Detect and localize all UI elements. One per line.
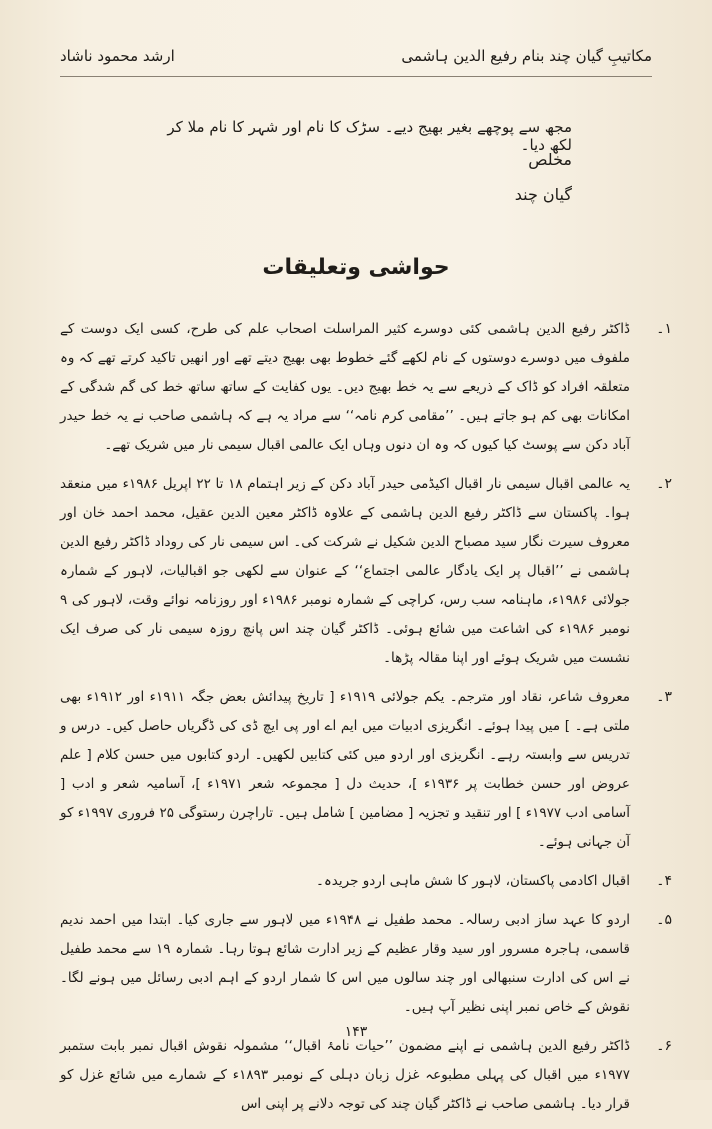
letter-closing-line: مجھ سے پوچھے بغیر بھیج دیے۔ سڑک کا نام اور شہر کا نام ملا کر لکھ دیا۔ — [167, 118, 572, 154]
header-title: مکاتیبِ گیان چند بنام رفیع الدین ہاشمی — [401, 47, 652, 65]
note-text: ڈاکٹر رفیع الدین ہاشمی کئی دوسرے کثیر المراسلت اصحاب علم کی طرح، کسی ایک دوست کے ملفوف میں دوسرے دوستوں کے نام لکھے گئے خطوط بھی بھیج دیتے تھے اور انھیں تاکید کرتے تھے کہ وہ متعلقہ افراد کو ڈاک کے ذریعے سے یہ خط بھیج دیں۔ یوں کفایت کے ساتھ ساتھ خط کی گم شدگی کے امکانات بھی کم ہو جاتے ہیں۔ ’’مقامی کرم نامہ‘‘ سے مراد یہ ہے کہ ہاشمی صاحب نے یہ خط حیدر آباد دکن سے پوسٹ کیا کیوں کہ وہ ان دنوں وہاں ایک عالمی اقبال سیمی نار میں شریک تھے۔ — [60, 321, 630, 453]
page-number: ۱۴۳ — [344, 1024, 368, 1040]
section-title: حواشی وتعلیقات — [262, 255, 450, 280]
note-item — [60, 470, 672, 673]
note-text: اقبال اکادمی پاکستان، لاہور کا شش ماہی اردو جریدہ۔ — [315, 873, 630, 889]
note-item — [60, 683, 672, 857]
note-item — [60, 1032, 672, 1119]
note-item — [60, 906, 672, 1022]
note-number: ۳۔ — [656, 689, 672, 705]
running-header — [60, 36, 652, 77]
notes-list — [60, 315, 672, 1129]
note-text: معروف شاعر، نقاد اور مترجم۔ یکم جولائی ۱۹۱۹ء [ تاریخ پیدائش بعض جگہ ۱۹۱۱ء اور ۱۹۱۲ء بھی ملتی ہے۔ ] میں پیدا ہوئے۔ انگریزی ادبیات میں ایم اے اور پی ایچ ڈی کی ڈگریاں حاصل کیں۔ درس و تدریس سے وابستہ رہے۔ انگریزی اور اردو میں کئی کتابیں لکھیں۔ اردو کتابوں میں حسن کلام [ علم عروض اور حسن خطابت پر ۱۹۳۶ء ]، حدیث دل [ مجموعہ شعر ۱۹۷۱ء ]، آسامیہ شعر و ادب [ آسامی ادب ۱۹۷۷ء ] اور تنقید و تجزیہ [ مضامین ] شامل ہیں۔ تاراچرن رستوگی ۲۵ فروری ۱۹۹۷ء کو آن جہانی ہوئے۔ — [60, 689, 630, 850]
note-number: ۶۔ — [656, 1038, 672, 1054]
note-item — [60, 867, 672, 896]
note-number: ۵۔ — [656, 912, 672, 928]
letter-closing: مخلص — [528, 150, 572, 169]
note-item — [60, 315, 672, 460]
note-text: اردو کا عہد ساز ادبی رسالہ۔ محمد طفیل نے ۱۹۴۸ء میں لاہور سے جاری کیا۔ ابتدا میں احمد ندیم قاسمی، ہاجرہ مسرور اور سید وقار عظیم کے زیر ادارت شائع ہوتا رہا۔ شمارہ ۱۹ سے محمد طفیل نے اس کی ادارت سنبھالی اور چند سالوں میں اس کا شمار اردو کے اہم ادبی رسائل میں ہونے لگا۔ نقوش کے خاص نمبر اپنی نظیر آپ ہیں۔ — [60, 912, 630, 1015]
note-number: ۲۔ — [656, 476, 672, 492]
note-text: یہ عالمی اقبال سیمی نار اقبال اکیڈمی حیدر آباد دکن کے زیر اہتمام ۱۸ تا ۲۲ اپریل ۱۹۸۶ء میں منعقد ہوا۔ پاکستان سے ڈاکٹر رفیع الدین ہاشمی کے علاوہ ڈاکٹر معین الدین عقیل، محمد احمد خان اور معروف سیرت نگار سید مصباح الدین شکیل نے شرکت کی۔ اس سیمی نار کی روداد ڈاکٹر رفیع الدین ہاشمی نے ’’اقبال پر ایک یادگار عالمی اجتماع‘‘ کے عنوان سے لکھی جو اقبالیات، لاہور کے شمارہ جولائی ۱۹۸۶ء، ماہنامہ سب رس، کراچی کے شمارہ نومبر ۱۹۸۶ء اور روزنامہ نوائے وقت، لاہور کی ۹ نومبر ۱۹۸۶ء کی اشاعت میں شائع ہوئی۔ ڈاکٹر گیان چند اس پانچ روزہ سیمی نار کی صرف ایک نشست میں شریک ہوئے اور اپنا مقالہ پڑھا۔ — [60, 476, 630, 666]
header-author: ارشد محمود ناشاد — [60, 47, 175, 65]
letter-signature: گیان چند — [514, 185, 572, 204]
note-number: ۴۔ — [656, 873, 672, 889]
note-number: ۱۔ — [656, 321, 672, 337]
note-text: ڈاکٹر رفیع الدین ہاشمی نے اپنے مضمون ’’حیات نامۂ اقبال‘‘ مشمولہ نقوش اقبال نمبر بابت ستمبر ۱۹۷۷ء میں اقبال کی پہلی مطبوعہ غزل زبان دہلی کے نومبر ۱۸۹۳ء کے شمارے میں شائع غزل کو قرار دیا۔ ہاشمی صاحب نے ڈاکٹر گیان چند کی توجہ دلانے پر اپنی اس — [60, 1038, 630, 1112]
